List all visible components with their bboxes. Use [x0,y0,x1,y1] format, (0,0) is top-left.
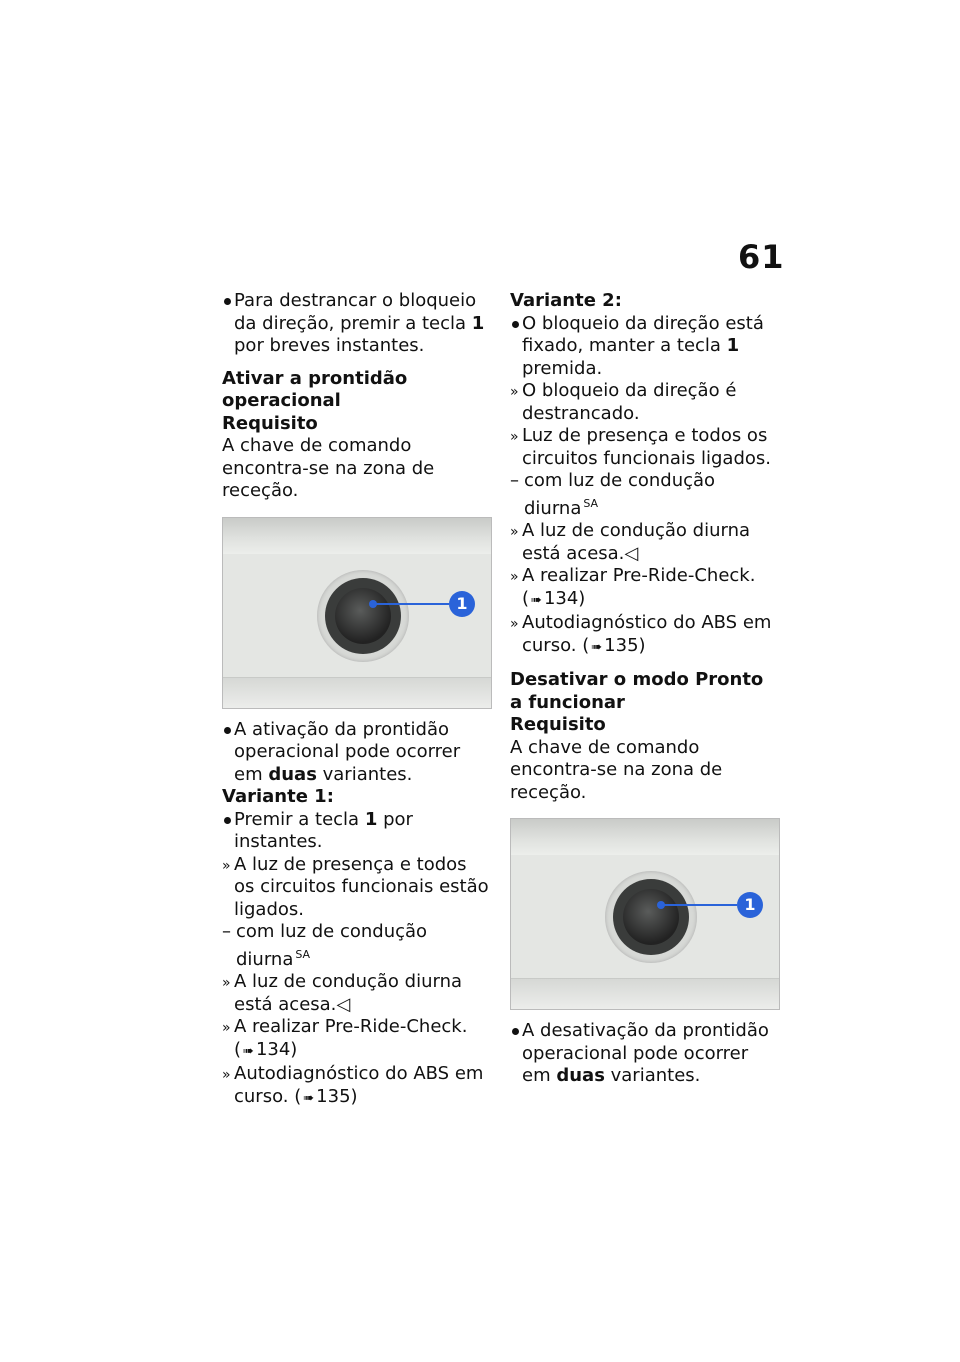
result-text: A luz de presença e todos os circuitos funcionais estão ligados. [234,853,489,920]
result-item: » Autodiagnóstico do ABS em curso. ( ➠ 135) [222,1063,484,1107]
option-item [222,921,492,971]
ignition-button-photo [222,517,492,709]
bullet-text: Premir a tecla [234,808,365,830]
list-item [222,809,492,854]
page-reference[interactable]: 134) [543,587,586,609]
option-item [510,470,780,520]
result-item [510,380,780,425]
result-arrow-icon: » [222,1020,231,1036]
list-item [222,719,492,787]
left-column [222,290,492,1110]
special-equipment-tag: SA [583,496,599,510]
list-item [510,1020,780,1088]
page-reference-arrow-icon: ➠ [591,639,603,655]
bullet-text: A desativação da prontidão operacional pode ocorrer em [522,1020,769,1086]
result-arrow-icon: » [510,524,519,540]
result-text: Luz de presença e todos os circuitos funcionais ligados. [522,425,771,469]
bullet-text: variantes. [316,763,413,785]
bullet-text: Para destrancar o bloqueio da direção, premir a tecla [234,290,477,334]
key-label: 1 [364,808,378,830]
emphasis: duas [556,1065,605,1086]
page-reference[interactable]: 134) [255,1038,298,1060]
button-icon [623,889,679,945]
page-reference-arrow-icon: ➠ [303,1090,315,1106]
ignition-button-photo [510,818,780,1010]
result-text: O bloqueio da direção é destrancado. [522,380,737,424]
result-text: Autodiagnóstico do ABS em curso. [522,612,772,656]
list-item [222,290,492,358]
result-item [222,854,492,922]
right-column [510,290,780,1088]
dash-icon: – [510,470,519,491]
callout-badge: 1 [449,591,475,617]
result-text: Autodiagnóstico do ABS em curso. [234,1063,484,1107]
bullet-text: A ativação da prontidão operacional pode ocorrer em [234,718,461,785]
result-item [510,520,780,565]
variant-title: Variante 1: [222,786,334,807]
option-text: com luz de condução diurna [236,921,428,970]
result-text: A realizar Pre-Ride-Check. [522,565,756,586]
section-heading: Desativar o modo Pronto a funcionar [510,669,764,713]
dash-icon: – [222,921,231,942]
requirement-heading: Requisito [222,412,318,434]
result-item [510,425,780,470]
result-item: » A realizar Pre-Ride-Check. ( ➠ 134) [510,565,756,609]
option-text: com luz de condução diurna [524,470,716,519]
result-text: A luz de condução diurna está acesa.◁ [234,971,463,1015]
page-reference-arrow-icon: ➠ [243,1043,254,1059]
key-label: 1 [471,312,485,334]
result-text: A luz de condução diurna está acesa.◁ [522,520,751,564]
result-arrow-icon: » [510,616,519,632]
result-arrow-icon: » [222,857,231,874]
page-number: 61 [738,238,785,276]
key-label: 1 [726,335,740,356]
variant-title: Variante 2: [510,290,622,311]
result-arrow-icon: » [510,384,519,400]
result-arrow-icon: » [510,429,519,445]
bullet-text: por instantes. [234,808,413,852]
page-reference[interactable]: 135) [604,634,646,656]
section-heading: Ativar a prontidão operacional [222,367,408,411]
result-arrow-icon: » [510,569,519,585]
result-item: » A realizar Pre-Ride-Check. ( ➠ 134) [222,1016,468,1060]
result-item: » Autodiagnóstico do ABS em curso. ( ➠ 135) [510,612,772,656]
button-icon [335,588,391,644]
list-item [510,313,780,381]
bullet-text: variantes. [604,1065,701,1086]
result-item [222,971,492,1016]
emphasis: duas [268,763,317,785]
result-text: A realizar Pre-Ride-Check. [234,1016,468,1037]
requirement-text: A chave de comando encontra-se na zona de receção. [510,736,723,803]
bullet-text: O bloqueio da direção está fixado, manter a tecla [522,312,764,356]
special-equipment-tag: SA [295,947,311,961]
bullet-text: por breves instantes. [234,335,425,356]
requirement-text: A chave de comando encontra-se na zona de receção. [222,435,435,501]
page-reference-arrow-icon: ➠ [531,592,542,608]
callout-badge: 1 [737,892,763,918]
result-arrow-icon: » [222,1067,231,1083]
requirement-heading: Requisito [510,714,606,735]
bullet-text: premida. [522,357,603,379]
page-reference[interactable]: 135) [316,1085,358,1107]
result-arrow-icon: » [222,975,231,991]
